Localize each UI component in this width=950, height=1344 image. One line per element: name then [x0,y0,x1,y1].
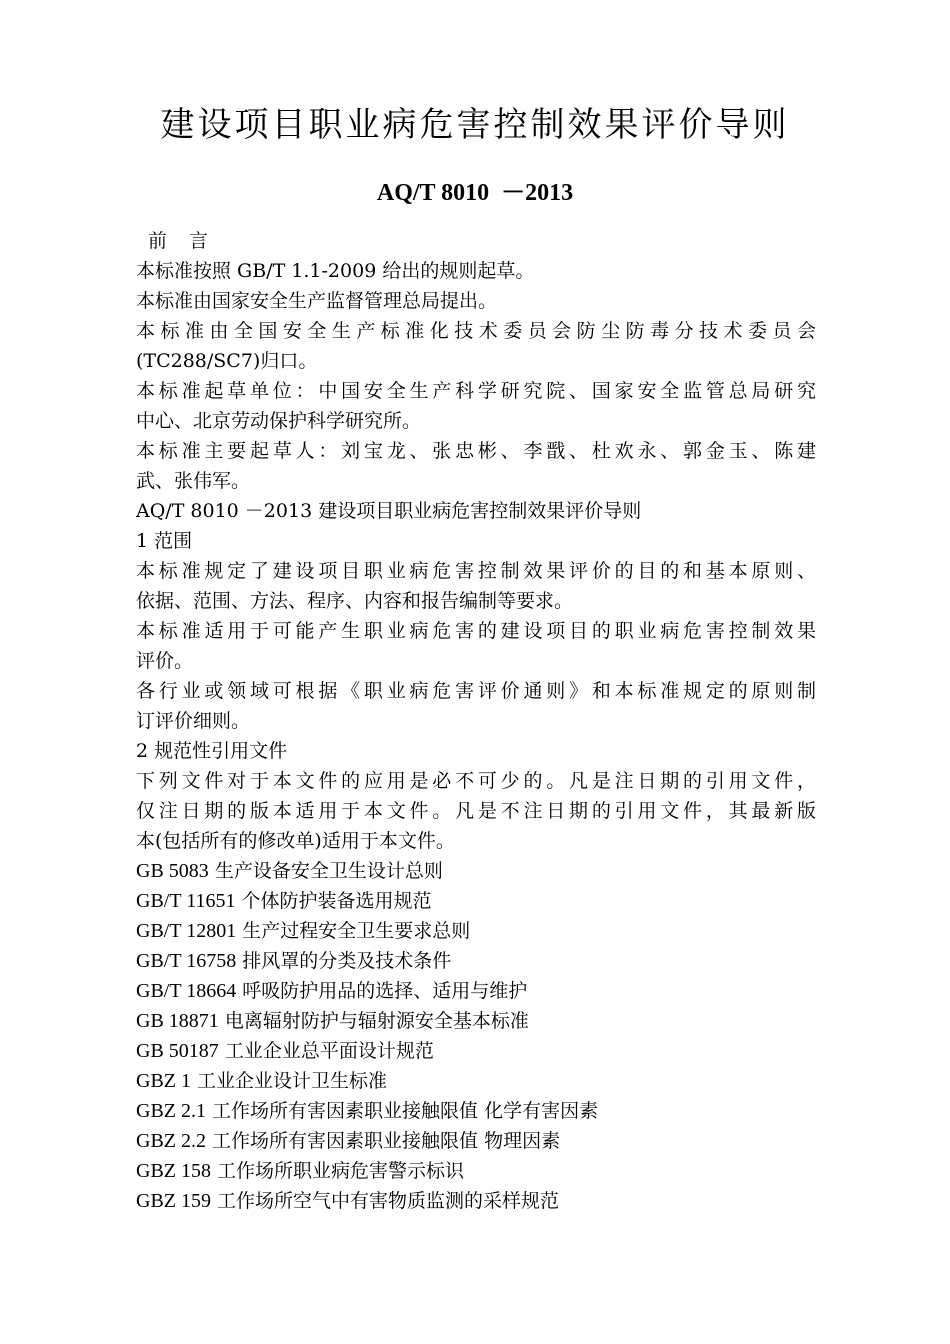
reference-item [136,1126,816,1156]
reference-code: GBZ 158 [136,1160,211,1182]
reference-code: GBZ 2.1 [136,1100,206,1122]
reference-item [136,886,816,916]
reference-item [136,1156,816,1186]
paragraph-line: 本标准适用于可能产生职业病危害的建设项目的职业病危害控制效果 [136,620,816,642]
reference-code: GBZ 1 [136,1070,191,1092]
reference-item [136,946,816,976]
reference-title: 工作场所空气中有害物质监测的采样规范 [217,1190,560,1212]
paragraph-line: 本标准主要起草人：刘宝龙、张忠彬、李戬、杜欢永、郭金玉、陈建 [136,440,816,462]
reference-item [136,1006,816,1036]
paragraph-line: (TC288/SC7)归口。 [136,350,318,372]
paragraph-line: 订评价细则。 [136,710,251,732]
reference-title: 呼吸防护用品的选择、适用与维护 [242,980,528,1002]
reference-title: 排风罩的分类及技术条件 [242,950,452,972]
reference-title: 生产过程安全卫生要求总则 [242,920,471,942]
paragraph-line: 本标准按照 GB/T 1.1-2009 给出的规则起草。 [136,260,535,282]
section-heading-scope: 1 范围 [136,530,193,552]
reference-title: 工作场所有害因素职业接触限值 物理因素 [212,1130,561,1152]
paragraph-line: 中心、北京劳动保护科学研究所。 [136,410,422,432]
reference-title: 个体防护装备选用规范 [241,890,432,912]
reference-item [136,1036,816,1066]
paragraph-line: 依据、范围、方法、程序、内容和报告编制等要求。 [136,590,574,612]
paragraph-line: 下列文件对于本文件的应用是必不可少的。凡是注日期的引用文件， [136,770,816,792]
paragraph-line: 本标准规定了建设项目职业病危害控制效果评价的目的和基本原则、 [136,560,816,582]
paragraph-line: 武、张伟军。 [136,470,251,492]
reference-item [136,1096,816,1126]
paragraph-line: AQ/T 8010 －2013 建设项目职业病危害控制效果评价导则 [136,500,642,522]
reference-item [136,1186,816,1216]
reference-code: GB/T 12801 [136,920,237,942]
reference-title: 工业企业设计卫生标准 [197,1070,388,1092]
reference-title: 工作场所有害因素职业接触限值 化学有害因素 [212,1100,599,1122]
reference-item [136,976,816,1006]
reference-code: GBZ 2.2 [136,1130,206,1152]
section-heading-references: 2 规范性引用文件 [136,740,288,762]
paragraph-line: 本标准起草单位：中国安全生产科学研究院、国家安全监管总局研究 [136,380,816,402]
document-body [136,226,816,1216]
reference-title: 电离辐射防护与辐射源安全基本标准 [224,1010,529,1032]
reference-item [136,856,816,886]
reference-code: GB 18871 [136,1010,219,1032]
reference-code: GB 5083 [136,860,209,882]
paragraph-line: 本标准由国家安全生产监督管理总局提出。 [136,290,498,312]
reference-title: 工作场所职业病危害警示标识 [217,1160,465,1182]
reference-code: GB/T 16758 [136,950,237,972]
reference-item [136,916,816,946]
reference-item [136,1066,816,1096]
reference-code: GB/T 18664 [136,980,237,1002]
document-title: 建设项目职业病危害控制效果评价导则 [160,105,790,145]
reference-code: GB/T 11651 [136,890,236,912]
paragraph-line: 各行业或领域可根据《职业病危害评价通则》和本标准规定的原则制 [136,680,816,702]
standard-code: AQ/T 8010 －2013 [376,180,574,206]
paragraph-line: 评价。 [136,650,194,672]
paragraph-line: 仅注日期的版本适用于本文件。凡是不注日期的引用文件，其最新版 [136,800,816,822]
paragraph-line: 本(包括所有的修改单)适用于本文件。 [136,830,455,852]
reference-title: 生产设备安全卫生设计总则 [214,860,443,882]
paragraph-line: 本标准由全国安全生产标准化技术委员会防尘防毒分技术委员会 [136,320,816,342]
foreword-heading: 前 言 [148,230,217,252]
reference-code: GBZ 159 [136,1190,211,1212]
reference-code: GB 50187 [136,1040,219,1062]
reference-title: 工业企业总平面设计规范 [224,1040,434,1062]
